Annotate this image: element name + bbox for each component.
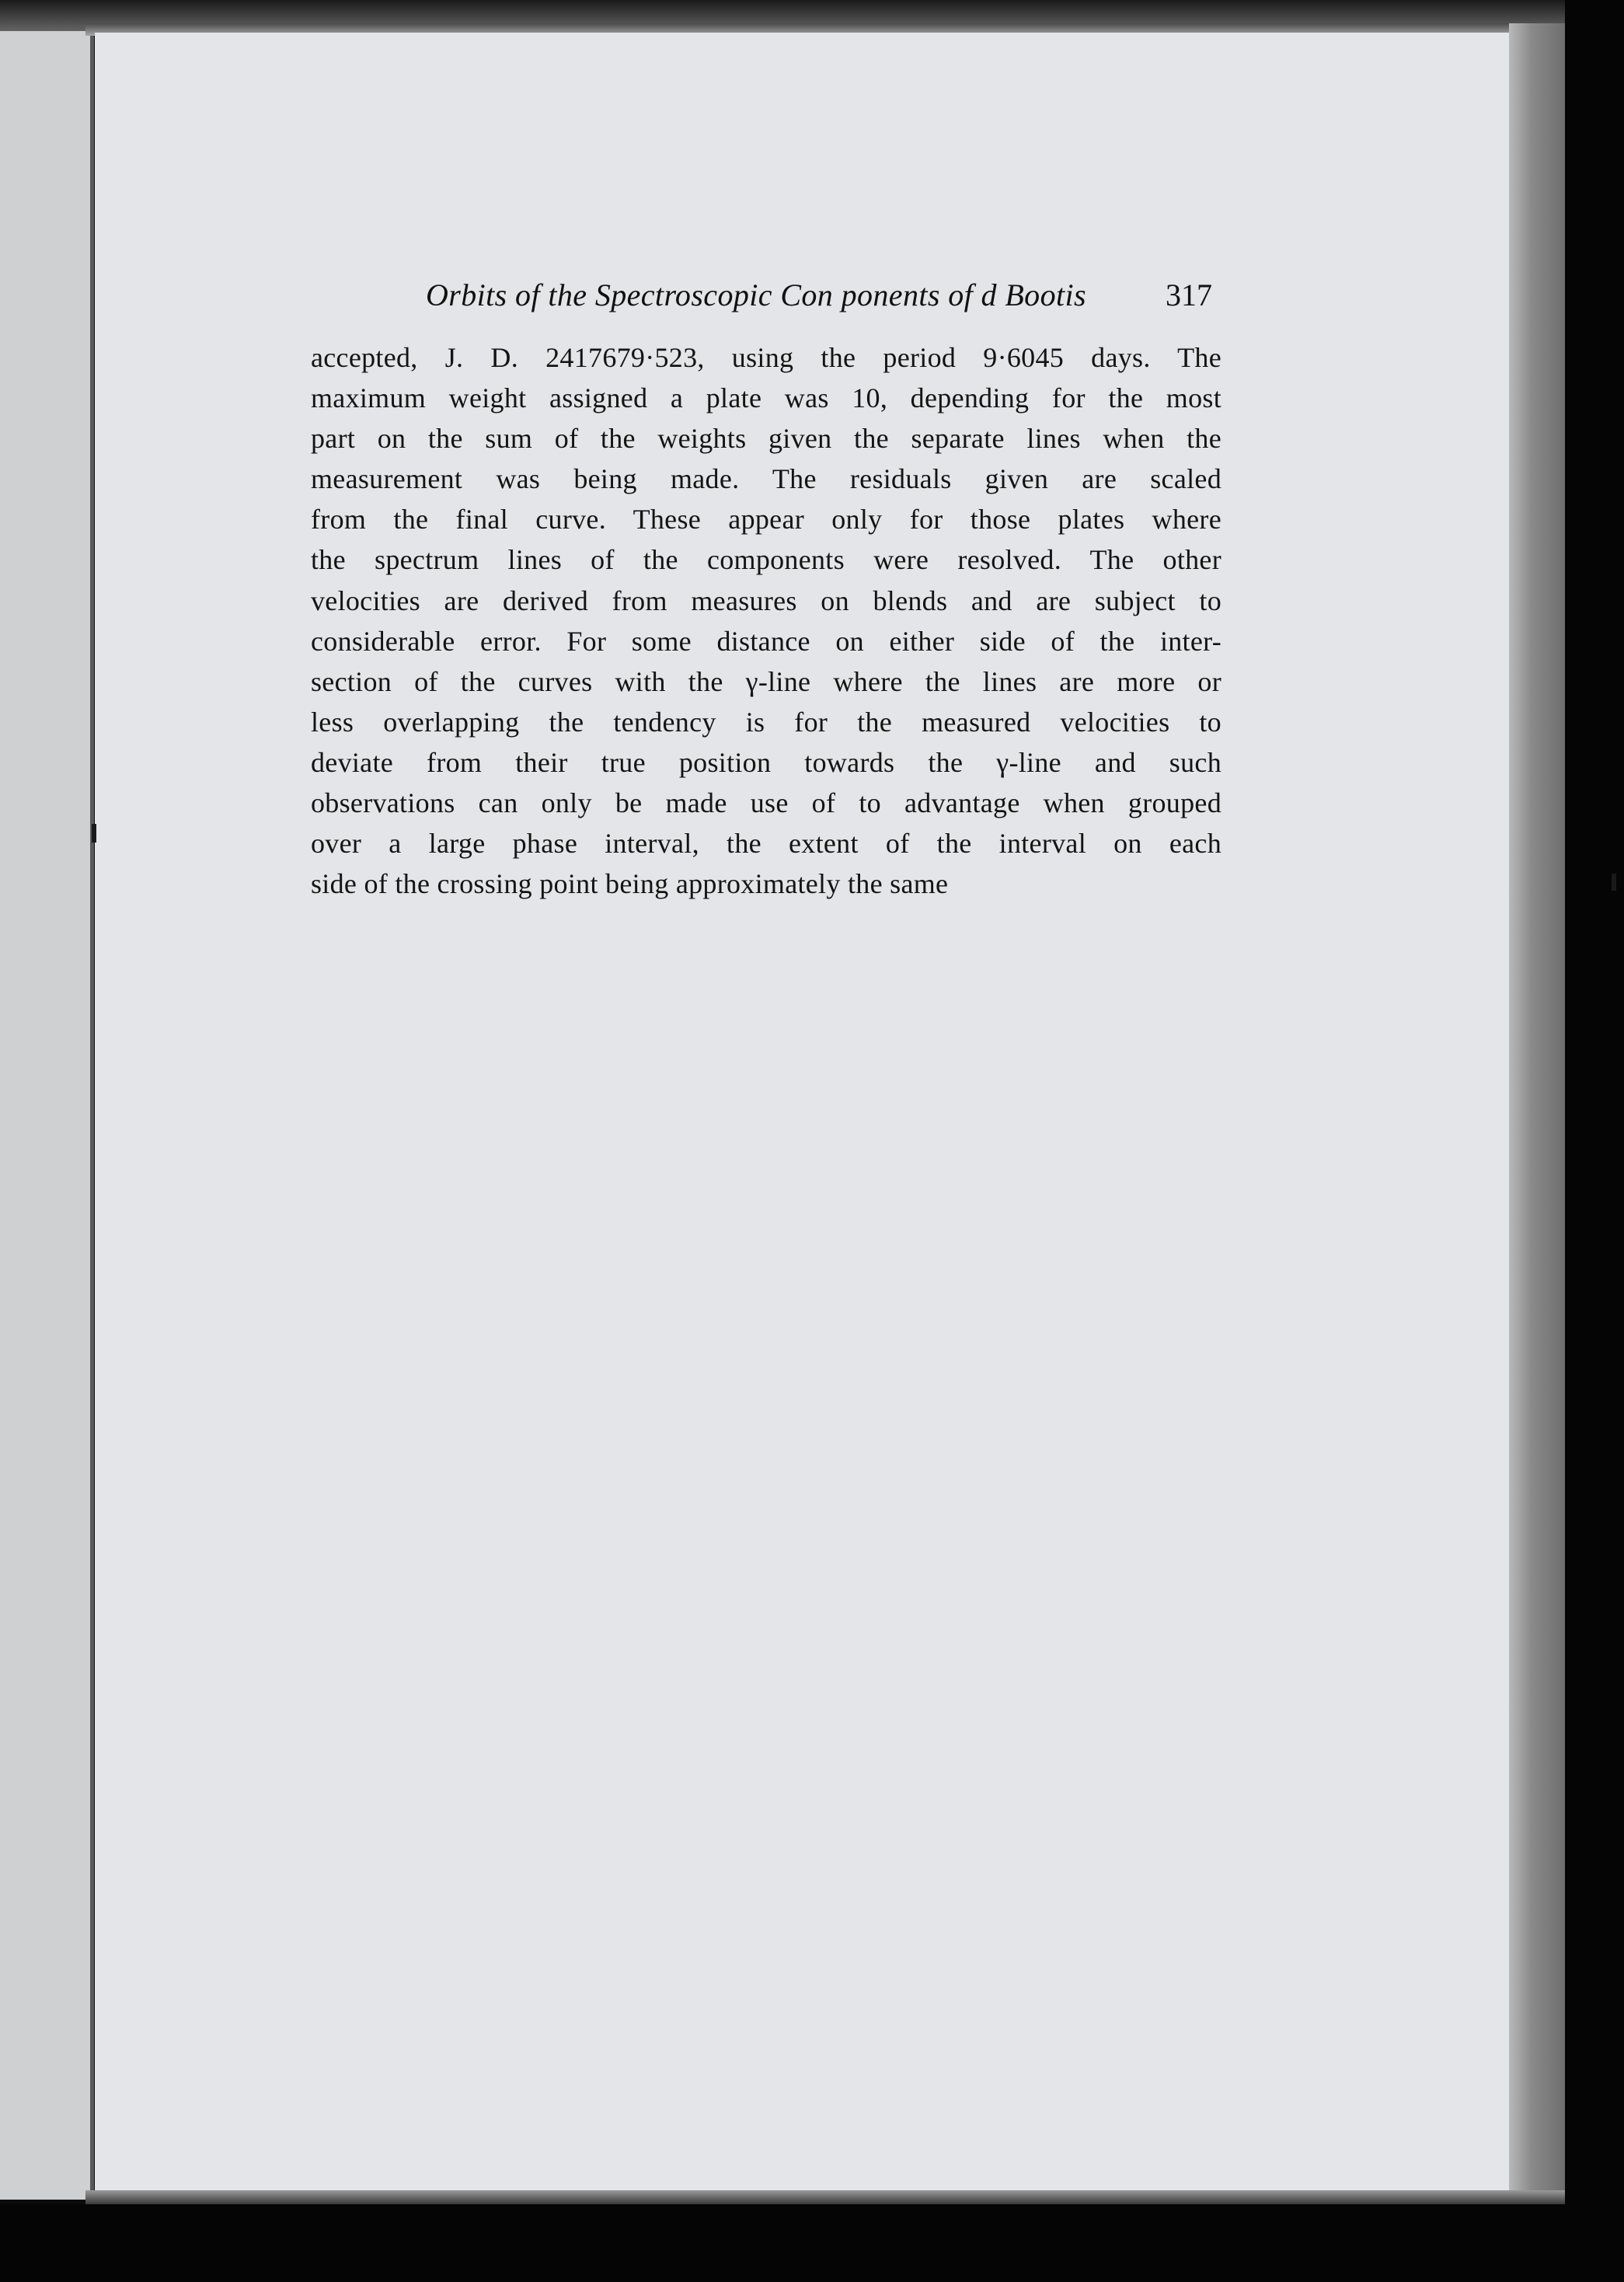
text-line: over a large phase interval, the extent of the interval on each [311, 828, 1221, 860]
text-line: observations can only be made use of to advantage when grouped [311, 787, 1221, 819]
margin-speck [92, 824, 96, 843]
running-title: Orbits of the Spectroscopic Con ponents of d Bootis [426, 277, 1086, 312]
text-line: part on the sum of the weights given the separate lines when the [311, 423, 1221, 455]
book-spine-line [90, 31, 94, 2200]
text-line: side of the crossing point being approximately the same [311, 868, 949, 900]
page-bottom-edge [85, 2190, 1565, 2204]
text-line: from the final curve. These appear only for those plates where [311, 504, 1221, 536]
text-line: deviate from their true position towards the γ-line and such [311, 746, 1221, 778]
text-line: less overlapping the tendency is for the measured velocities to [311, 706, 1221, 738]
text-line: section of the curves with the γ-line where the lines are more or [311, 665, 1221, 697]
text-line: accepted, J. D. 2417679·523, using the period 9·6045 days. The [311, 342, 1221, 373]
text-line: the spectrum lines of the components were resolved. The other [311, 544, 1221, 576]
body-paragraph [311, 337, 1221, 904]
running-header [426, 277, 1212, 323]
text-line: velocities are derived from measures on blends and are subject to [311, 584, 1221, 616]
page-fore-edge [1509, 23, 1565, 2192]
text-line: considerable error. For some distance on either side of the inter- [311, 625, 1221, 657]
scan-right-border [1565, 0, 1624, 2282]
scan-bottom-border [0, 2204, 1624, 2282]
text-line: measurement was being made. The residuals given are scaled [311, 463, 1221, 495]
text-line: maximum weight assigned a plate was 10, depending for the most [311, 382, 1221, 414]
margin-speck [1612, 874, 1616, 891]
facing-page-edge [0, 31, 92, 2200]
page-number: 317 [1166, 277, 1212, 312]
